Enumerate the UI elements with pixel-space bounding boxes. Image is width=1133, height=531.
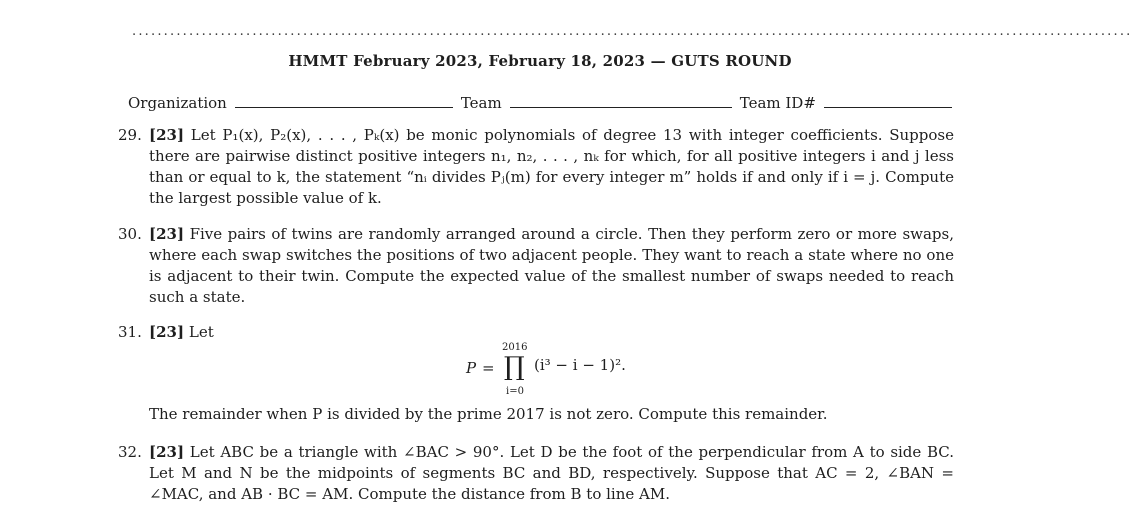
problem-number: 29. <box>118 126 142 144</box>
problem-number: 32. <box>118 443 142 461</box>
problem-32 <box>118 442 954 505</box>
team-id-label: Team ID# <box>739 94 816 112</box>
formula-equals: = <box>482 359 495 377</box>
organization-blank[interactable] <box>235 107 453 108</box>
problem-29 <box>118 125 954 209</box>
problem-points: [23] <box>149 126 185 144</box>
problem-31 <box>118 322 954 343</box>
problem-points: [23] <box>149 225 185 243</box>
formula-rhs: (i³ − i − 1)². <box>534 356 626 374</box>
problem-points: [23] <box>149 443 185 461</box>
problem-text: Let P₁(x), P₂(x), . . . , Pₖ(x) be monic polynomials of degree 13 with integer coefficients. Suppose there are pairwise distinct positive integers n₁, n₂, . . . , nₖ for which, for all positive integers i and j less than or equal to k, the statement “nᵢ divides Pⱼ(m) for every integer m” holds if and only if i = j. Compute the largest possible value of k. <box>149 126 954 207</box>
problem-31-remainder-text: The remainder when P is divided by the prime 2017 is not zero. Compute this remainder. <box>149 405 828 423</box>
dotted-rule: .............................................................................................................................................................. <box>132 24 1133 39</box>
problem-number: 31. <box>118 323 142 341</box>
organization-label: Organization <box>128 94 227 112</box>
product-symbol: ∏ <box>504 352 525 382</box>
problem-points: [23] <box>149 323 185 341</box>
product-lower-limit: i=0 <box>506 386 524 397</box>
problem-text: Let ABC be a triangle with ∠BAC > 90°. Let D be the foot of the perpendicular from A to side BC. Let M and N be the midpoints of segments BC and BD, respectively. Suppose that AC = 2, ∠BAN = ∠MAC, and AB · BC = AM. Compute the distance from B to line AM. <box>149 443 954 503</box>
formula-lhs: P <box>466 359 477 377</box>
page-title: HMMT February 2023, February 18, 2023 — GUTS ROUND <box>288 52 792 70</box>
team-id-blank[interactable] <box>824 107 952 108</box>
team-label: Team <box>460 94 502 112</box>
product-upper-limit: 2016 <box>502 342 528 353</box>
team-blank[interactable] <box>510 107 732 108</box>
problem-intro: Let <box>188 323 214 341</box>
product-formula <box>466 342 666 398</box>
problem-30 <box>118 224 954 308</box>
problem-text: Five pairs of twins are randomly arranged around a circle. Then they perform zero or more swaps, where each swap switches the positions of two adjacent people. They want to reach a state where no one is adjacent to their twin. Compute the expected value of the smallest number of swaps needed to reach such a state. <box>149 225 954 306</box>
team-info-fields <box>128 90 952 112</box>
problem-number: 30. <box>118 225 142 243</box>
